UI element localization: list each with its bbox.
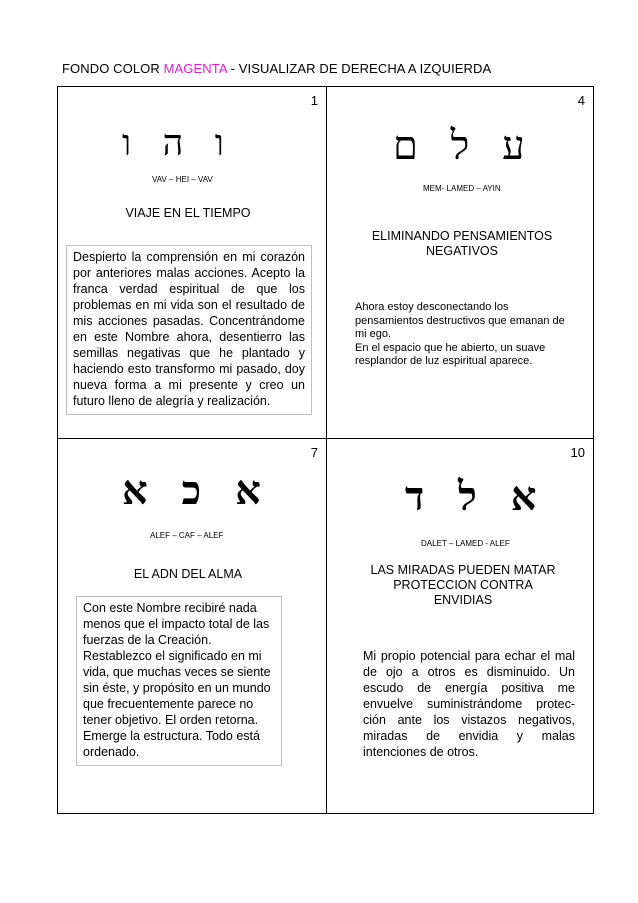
page-header — [62, 61, 491, 76]
card-body: Ahora estoy desconectando los pensamientos destructivos que emanan de mi ego. En el espacio que he abierto, un suave resplandor de luz espiritual aparece. — [355, 301, 565, 367]
card-number: 7 — [310, 445, 318, 460]
hebrew-letters: ע ל ם — [393, 123, 535, 169]
hebrew-letters: א ל ד — [405, 473, 547, 520]
hebrew-letters: ו ה ו — [122, 123, 235, 164]
card-body: Mi propio potencial para echar el mal de ojo a otros es disminuido. Un escudo de energía positiva me envuelve suministrándome protec-ción ante los vistazos negativos, miradas de envidia y malas intenciones de otros. — [363, 649, 575, 759]
card-title: ELIMINANDO PENSAMIENTOS NEGATIVOS — [371, 229, 553, 258]
card-body: Con este Nombre recibiré nada menos que el impacto total de las fuerzas de la Creación. Restablezco el significado en mi vida, que muchas veces se siente sin éste, y propósito en un mundo que frecuentemente parece no tener objetivo. El orden retorna. Emerge la estructura. Todo está ordenado. — [76, 596, 282, 766]
card-title: VIAJE EN EL TIEMPO — [125, 206, 251, 220]
header-prefix: FONDO COLOR — [62, 61, 164, 76]
card-alef-caf-alef — [58, 439, 326, 813]
transliteration: ALEF – CAF – ALEF — [150, 531, 224, 540]
card-vav-hei-vav — [58, 87, 326, 438]
header-suffix: - VISUALIZAR DE DERECHA A IZQUIERDA — [226, 61, 492, 76]
card-number: 10 — [570, 445, 585, 460]
hebrew-letters: א כ א — [122, 467, 271, 514]
card-number: 4 — [577, 93, 585, 108]
card-mem-lamed-ayin — [327, 87, 593, 438]
card-title: EL ADN DEL ALMA — [133, 567, 243, 581]
transliteration: DALET – LAMED - ALEF — [421, 539, 510, 548]
card-dalet-lamed-alef — [327, 439, 593, 813]
transliteration: VAV – HEI – VAV — [152, 175, 213, 184]
cards-grid — [57, 86, 594, 814]
transliteration: MEM- LAMED – AYIN — [423, 184, 501, 193]
card-body: Despierto la comprensión en mi corazón por anteriores malas acciones. Acepto la franca verdad espiritual de que los problemas en mi vida son el resultado de mis acciones pasadas. Concentrándome en este Nombre ahora, desentierro las semillas negativas que he plantado y haciendo esto transformo mi pasado, doy nueva forma a mi presente y creo un futuro lleno de alegría y realización. — [66, 245, 312, 415]
header-highlight: MAGENTA — [163, 61, 227, 76]
card-number: 1 — [310, 93, 318, 108]
card-title: LAS MIRADAS PUEDEN MATAR PROTECCION CONTRA ENVIDIAS — [370, 563, 556, 607]
